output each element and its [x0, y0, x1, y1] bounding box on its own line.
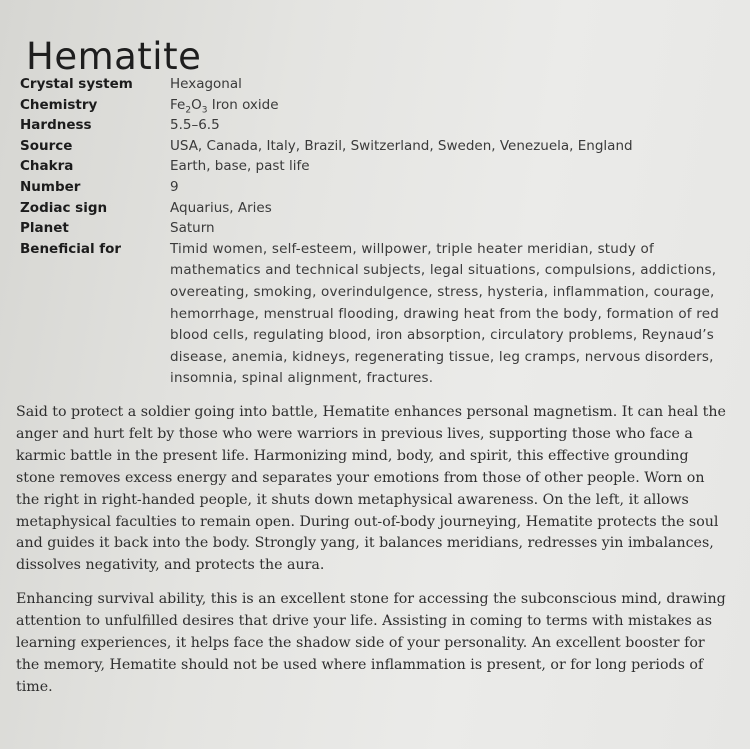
formula-subscript: 2 [185, 105, 192, 116]
property-row-number [20, 177, 730, 198]
property-row-hardness [20, 115, 730, 136]
property-label: Crystal system [20, 76, 133, 92]
property-value: Aquarius, Aries [170, 199, 272, 216]
formula-subscript: 3 [201, 105, 208, 116]
formula-element-o: O [191, 96, 202, 113]
property-row-zodiac-sign [20, 198, 730, 219]
formula-name: Iron oxide [207, 96, 279, 113]
property-label: Zodiac sign [20, 199, 108, 216]
property-row-planet [20, 218, 730, 239]
property-label: Source [20, 137, 73, 154]
property-label: Chakra [20, 158, 74, 175]
property-row-chakra [20, 156, 730, 177]
property-value: Timid women, self-esteem, willpower, triple heater meridian, study of mathematics and technical subjects, legal situations, compulsions, addictions, overeating, smoking, overindulgence, stress, hysteria, inflammation, courage, hemorrhage, menstrual flooding, drawing heat from the body, formation of red blood cells, regulating blood, iron absorption, circulatory problems, Reynaud’s disease, anemia, kidneys, regenerating tissue, leg cramps, nervous disorders, insomnia, spinal alignment, fractures. [170, 240, 719, 387]
property-label: Chemistry [20, 96, 98, 113]
properties-table [20, 74, 730, 390]
property-label: Hardness [20, 117, 92, 134]
property-row-source [20, 136, 730, 157]
property-value: Hexagonal [170, 76, 242, 92]
property-value: Earth, base, past life [170, 158, 310, 175]
page-title: Hematite [26, 34, 202, 78]
body-paragraph: Said to protect a soldier going into battle, Hematite enhances personal magnetism. It can heal the anger and hurt felt by those who were warriors in previous lives, supporting those who face a karmic battle in the present life. Harmonizing mind, body, and spirit, this effective grounding stone removes excess energy and separates your emotions from those of other people. Worn on the right in right-handed people, it shuts down metaphysical awareness. On the left, it allows metaphysical faculties to remain open. During out-of-body journeying, Hematite protects the soul and guides it back into the body. Strongly yang, it balances meridians, redresses yin imbalances, dissolves negativity, and protects the aura. [16, 404, 726, 574]
property-label: Number [20, 178, 81, 195]
property-row-crystal-system [20, 74, 730, 95]
property-row-chemistry [20, 95, 730, 116]
property-label: Planet [20, 220, 69, 237]
body-paragraph: Enhancing survival ability, this is an excellent stone for accessing the subconscious mind, drawing attention to unfulfilled desires that drive your life. Assisting in coming to terms with mistakes as learning experiences, it helps face the shadow side of your personality. An excellent booster for the memory, Hematite should not be used where inflammation is present, or for long periods of time. [16, 591, 726, 695]
property-label: Beneficial for [20, 240, 122, 257]
property-row-beneficial-for [20, 239, 730, 390]
formula-element-fe: Fe [170, 96, 186, 113]
property-value: USA, Canada, Italy, Brazil, Switzerland, Sweden, Venezuela, England [170, 137, 633, 154]
chemistry-formula [170, 95, 730, 116]
property-value: 5.5–6.5 [170, 117, 220, 134]
property-value: Saturn [170, 220, 215, 237]
property-value: 9 [170, 178, 179, 195]
